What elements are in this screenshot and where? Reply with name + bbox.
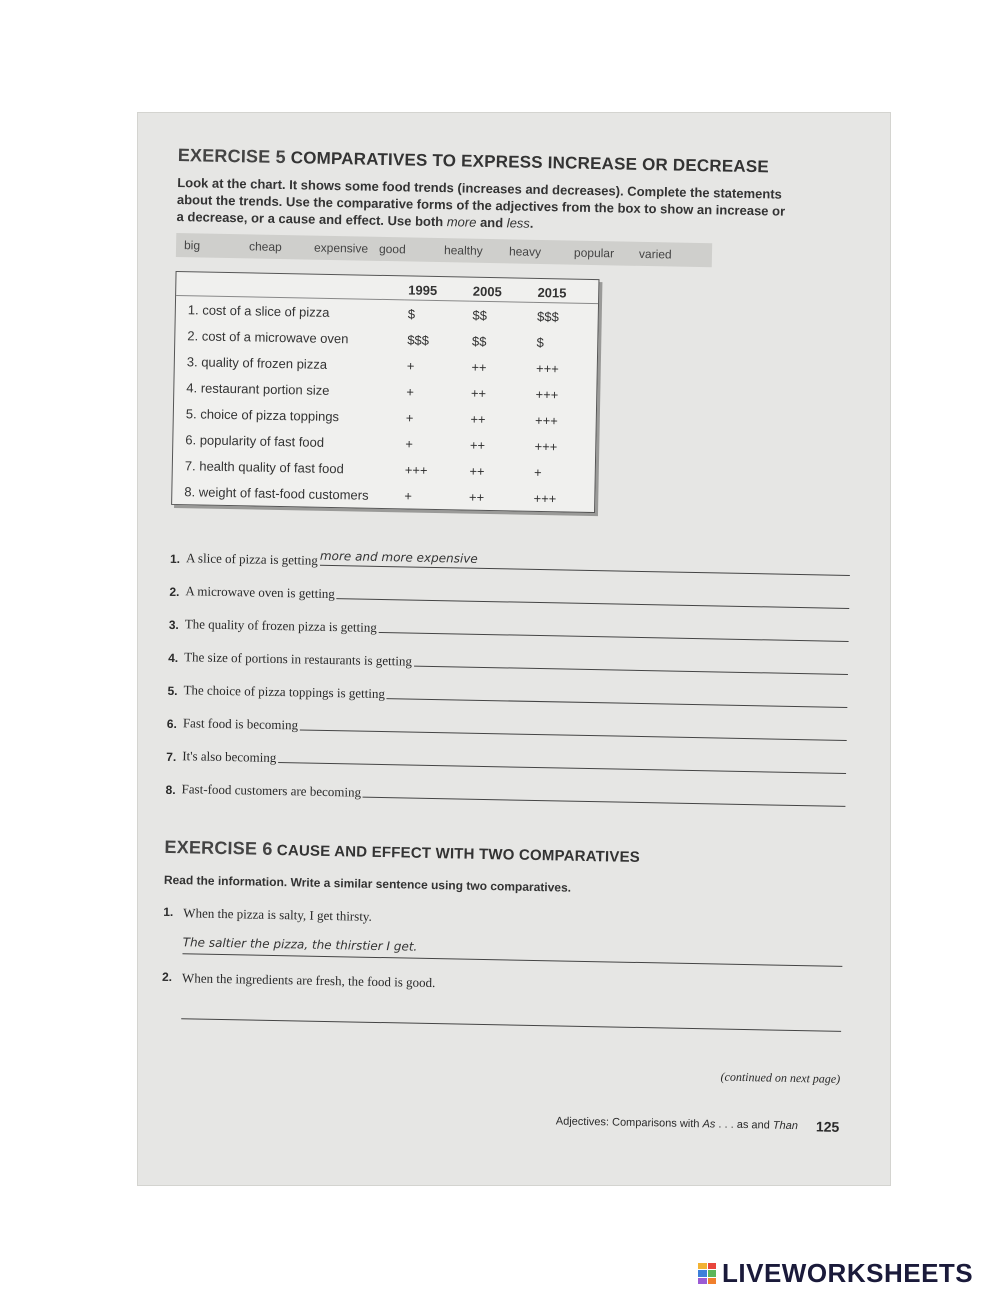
answer-field[interactable]: The saltier the pizza, the thirstier I get. — [182, 935, 842, 967]
word-box-item: good — [378, 241, 406, 257]
chart-cell-2005: ++ — [468, 489, 485, 505]
exercise-5-questions — [165, 533, 850, 810]
logo-tile — [698, 1263, 707, 1270]
question-number: 6. — [166, 716, 178, 732]
food-trends-chart — [171, 271, 599, 513]
chart-cell-1995: + — [405, 409, 414, 426]
chart-header-year: 1995 — [408, 282, 438, 299]
chart-header-year: 2015 — [537, 284, 567, 301]
chart-cell-1995: +++ — [404, 461, 428, 478]
liveworksheets-logo — [698, 1258, 973, 1289]
instructions-more: more — [446, 214, 477, 230]
question-number: 3. — [168, 617, 179, 633]
logo-tile — [708, 1263, 717, 1270]
footer-chapter-title — [556, 1115, 798, 1132]
logo-tile — [708, 1278, 717, 1285]
exercise-6-heading: CAUSE AND EFFECT WITH TWO COMPARATIVES — [276, 842, 641, 866]
word-box — [176, 233, 712, 267]
question-number: 2. — [169, 584, 180, 600]
chart-row-label: 8. weight of fast-food customers — [184, 483, 369, 503]
item-number: 1. — [163, 904, 174, 920]
chart-cell-2005: ++ — [471, 359, 487, 375]
continued-note: (continued on next page) — [720, 1069, 841, 1086]
answer-field[interactable] — [363, 781, 846, 807]
worksheet-page — [138, 113, 890, 1185]
chart-row-label: 6. popularity of fast food — [185, 431, 325, 450]
exercise-5-instructions — [176, 174, 787, 237]
footer-and: and — [748, 1119, 773, 1132]
instructions-and: and — [476, 214, 507, 231]
exercise-5-label: EXERCISE 5 — [177, 145, 287, 168]
chart-cell-2015: +++ — [533, 490, 557, 506]
food-trends-table — [172, 272, 598, 512]
exercise-6-item — [161, 970, 842, 1032]
liveworksheets-icon — [698, 1263, 716, 1285]
footer-prefix: Adjectives: Comparisons with — [555, 1115, 703, 1131]
chart-row-label: 1. cost of a slice of pizza — [176, 295, 404, 326]
answer-field[interactable]: more and more expensive — [320, 549, 850, 576]
chart-cell-2005: $$ — [468, 301, 533, 329]
chart-cell-1995: + — [406, 357, 415, 374]
chart-cell-2015: $ — [536, 334, 544, 350]
question-prompt: The choice of pizza toppings is getting — [183, 682, 386, 702]
chart-cell-1995: $ — [404, 300, 469, 328]
word-box-item: expensive — [313, 240, 369, 256]
exercise-6-title — [164, 837, 844, 871]
question-prompt: The quality of frozen pizza is getting — [184, 616, 377, 635]
logo-tile — [698, 1270, 707, 1277]
chart-header-year: 2005 — [472, 283, 502, 300]
exercise-5-heading: COMPARATIVES TO EXPRESS INCREASE OR DECREASE — [290, 148, 770, 177]
instructions-end: . — [529, 215, 534, 231]
chart-cell-2015: + — [533, 464, 542, 480]
logo-tile — [708, 1270, 717, 1277]
word-box-item: big — [183, 238, 201, 253]
exercise-6-item — [162, 905, 843, 967]
exercise-6-instructions: Read the information. Write a similar sentence using two comparatives. — [163, 872, 572, 895]
question-number: 5. — [167, 683, 178, 699]
question-number: 4. — [168, 650, 179, 666]
word-box-item: cheap — [248, 239, 282, 255]
chart-cell-1995: $$$ — [407, 331, 430, 348]
chart-cell-1995: + — [405, 435, 414, 452]
question-prompt: A microwave oven is getting — [185, 583, 336, 602]
exercise-5-title — [178, 145, 858, 179]
footer-mid: . . . as — [715, 1118, 749, 1132]
answer-field[interactable] — [181, 1000, 841, 1032]
item-prompt: When the ingredients are fresh, the food is good. — [181, 970, 436, 991]
chart-cell-2015: $$$ — [533, 302, 598, 330]
exercise-6-label: EXERCISE 6 — [164, 836, 273, 859]
word-box-item: healthy — [443, 243, 483, 258]
word-box-item: popular — [573, 245, 615, 261]
instructions-text: Look at the chart. It shows some food trends (increases and decreases). Complete the statements about the trends. Use the comparative forms of the adjectives from the box to show an increase or a decrease, or a cause and effect. Use both — [176, 174, 786, 230]
word-box-item: varied — [638, 246, 672, 262]
question-prompt: Fast-food customers are becoming — [181, 781, 362, 800]
chart-row-label: 2. cost of a microwave oven — [187, 327, 349, 346]
question-prompt: The size of portions in restaurants is getting — [184, 649, 413, 669]
chart-cell-2015: +++ — [534, 412, 559, 428]
chart-cell-2015: +++ — [535, 386, 559, 402]
chart-row-label: 3. quality of frozen pizza — [186, 353, 328, 372]
chart-cell-2015: +++ — [534, 438, 558, 454]
page-footer — [159, 1106, 839, 1135]
logo-tile — [698, 1278, 707, 1285]
worksheet-content — [159, 145, 858, 1135]
question-prompt: It's also becoming — [182, 748, 277, 765]
item-number: 2. — [161, 969, 173, 985]
footer-as: As — [702, 1118, 716, 1131]
question-number: 7. — [166, 749, 177, 765]
page-number: 125 — [815, 1118, 840, 1135]
footer-than: Than — [772, 1119, 799, 1133]
chart-cell-2005: ++ — [470, 411, 486, 427]
chart-cell-1995: + — [406, 383, 415, 400]
chart-cell-1995: + — [404, 487, 413, 504]
question-prompt: A slice of pizza is getting — [185, 550, 318, 568]
chart-cell-2005: ++ — [469, 463, 485, 479]
word-box-item: heavy — [508, 244, 542, 259]
question-prompt: Fast food is becoming — [182, 715, 299, 733]
item-prompt: When the pizza is salty, I get thirsty. — [183, 905, 372, 924]
chart-cell-2005: $$ — [471, 333, 487, 349]
chart-row-label: 7. health quality of fast food — [184, 457, 344, 476]
chart-cell-2005: ++ — [470, 385, 487, 401]
chart-row-label: 4. restaurant portion size — [186, 379, 330, 398]
chart-cell-2005: ++ — [469, 437, 486, 453]
question-number: 1. — [169, 551, 181, 567]
question-number: 8. — [165, 782, 176, 798]
instructions-less: less — [506, 215, 531, 231]
chart-row-label: 5. choice of pizza toppings — [185, 405, 340, 424]
chart-cell-2015: +++ — [535, 360, 560, 376]
liveworksheets-wordmark: LIVEWORKSHEETS — [722, 1258, 974, 1288]
exercise-6-section — [159, 837, 844, 1135]
